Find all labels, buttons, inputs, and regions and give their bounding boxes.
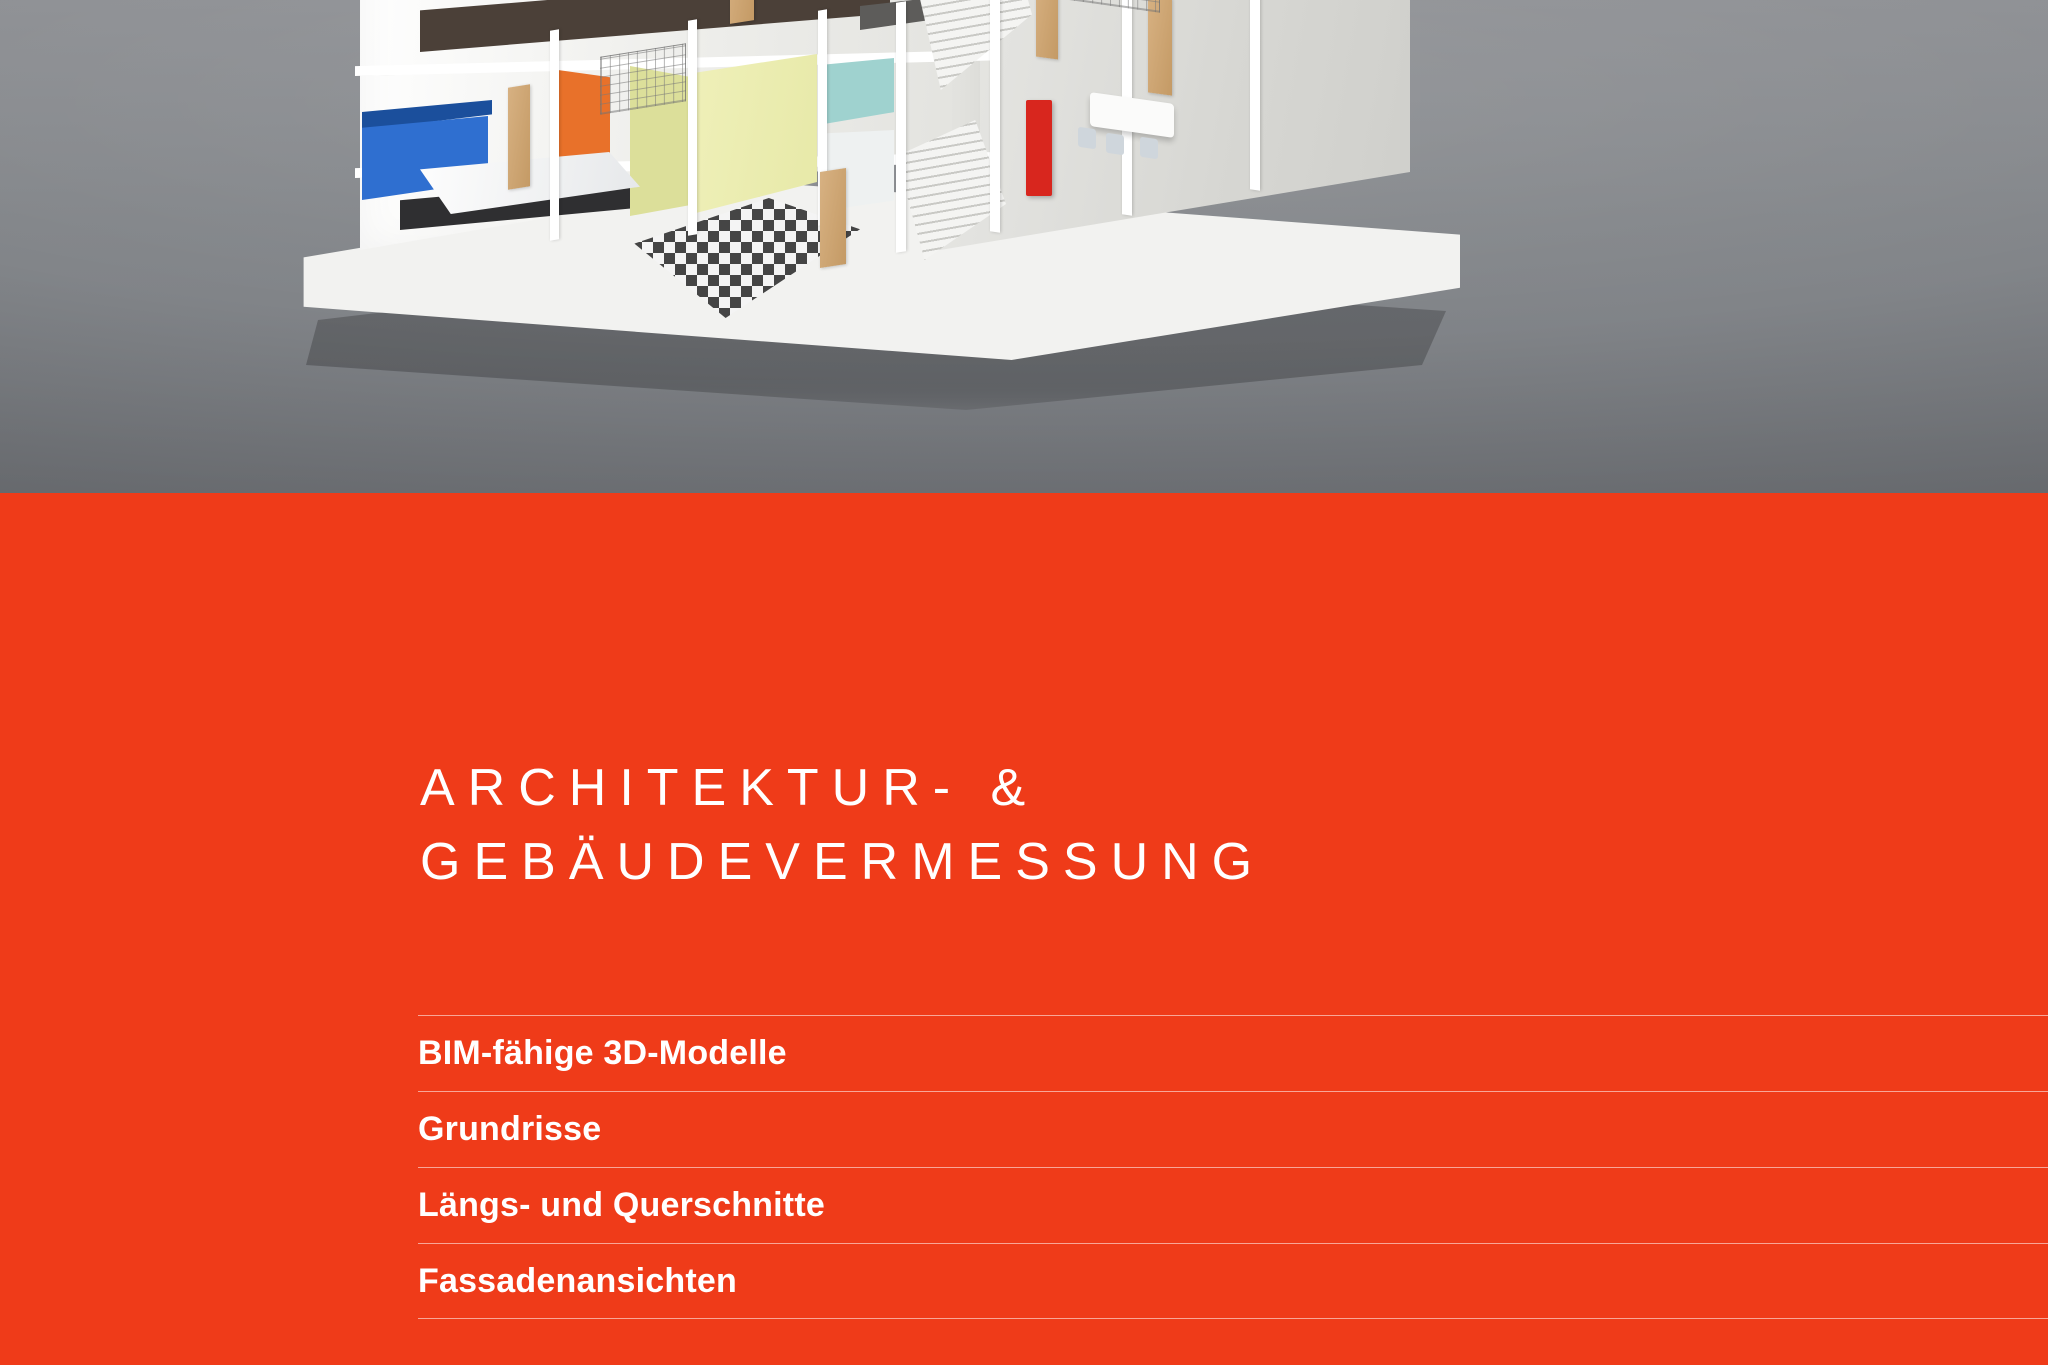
- list-item: [418, 1091, 2048, 1167]
- list-item: [418, 1167, 2048, 1243]
- model-door: [820, 168, 846, 268]
- feature-label: BIM-fähige 3D-Modelle: [418, 1034, 787, 1072]
- list-item: [418, 1243, 2048, 1319]
- feature-label: Längs- und Querschnitte: [418, 1186, 825, 1224]
- model-door: [730, 0, 754, 24]
- model-partition-wall: [688, 19, 697, 235]
- model-chair-object: [1078, 127, 1096, 150]
- model-right-wing: [940, 0, 1410, 250]
- model-door: [508, 84, 530, 189]
- model-door: [1036, 0, 1058, 60]
- content-panel: [0, 493, 2048, 1365]
- model-red-cabinet-object: [1026, 100, 1052, 196]
- page-title: [420, 752, 1600, 900]
- list-item: [418, 1015, 2048, 1091]
- hero-image: [0, 0, 2048, 493]
- model-chair-object: [1106, 133, 1124, 156]
- feature-label: Grundrisse: [418, 1110, 602, 1148]
- model-partition-wall: [1250, 0, 1260, 191]
- page-title-line-2: GEBÄUDEVERMESSUNG: [420, 832, 1266, 891]
- model-partition-wall: [896, 1, 906, 253]
- model-partition-wall: [990, 0, 1000, 233]
- model-door: [1148, 0, 1172, 96]
- page-title-line-1: ARCHITEKTUR- &: [420, 759, 1039, 817]
- feature-label: Fassadenansichten: [418, 1261, 737, 1300]
- feature-list: [418, 1015, 2048, 1319]
- building-model-illustration: [300, 0, 1500, 493]
- model-partition-wall: [550, 29, 559, 240]
- model-chair-object: [1140, 137, 1158, 160]
